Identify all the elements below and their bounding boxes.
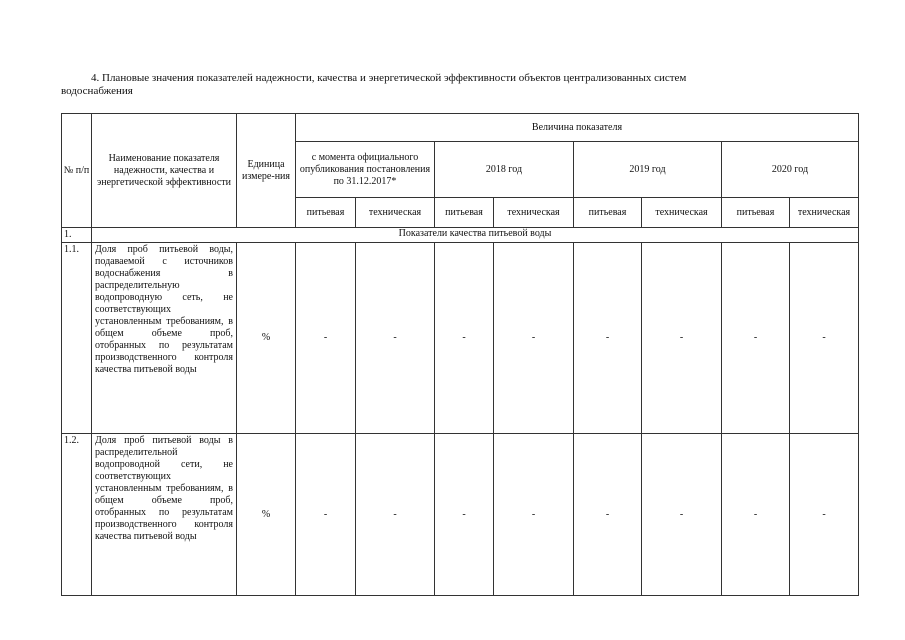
table-row bbox=[62, 243, 859, 434]
subcol-technical: техническая bbox=[790, 198, 859, 228]
col-header-num: № п/п bbox=[62, 114, 92, 228]
value-cell: - bbox=[435, 434, 494, 596]
subcol-drinking: питьевая bbox=[722, 198, 790, 228]
col-header-name: Наименование показателя надежности, качества и энергетической эффективности bbox=[92, 114, 237, 228]
value-cell: - bbox=[790, 434, 859, 596]
subcol-drinking: питьевая bbox=[435, 198, 494, 228]
value-cell: - bbox=[494, 434, 574, 596]
value-cell: - bbox=[435, 243, 494, 434]
col-header-value-group: Величина показателя bbox=[296, 114, 859, 142]
document-heading bbox=[61, 72, 841, 98]
value-cell: - bbox=[722, 434, 790, 596]
period-header-2020: 2020 год bbox=[722, 142, 859, 198]
section-num: 1. bbox=[62, 228, 92, 243]
subcol-technical: техническая bbox=[494, 198, 574, 228]
value-cell: - bbox=[356, 243, 435, 434]
value-cell: - bbox=[574, 434, 642, 596]
heading-line-2: водоснабжения bbox=[61, 85, 133, 97]
period-header-2019: 2019 год bbox=[574, 142, 722, 198]
value-cell: - bbox=[790, 243, 859, 434]
value-cell: - bbox=[296, 243, 356, 434]
section-row bbox=[62, 228, 859, 243]
heading-line-1: 4. Плановые значения показателей надежности, качества и энергетической эффективности объектов централизованных систем bbox=[91, 72, 687, 84]
value-cell: - bbox=[722, 243, 790, 434]
value-cell: - bbox=[574, 243, 642, 434]
unit-cell: % bbox=[237, 434, 296, 596]
period-header-2018: 2018 год bbox=[435, 142, 574, 198]
row-num: 1.2. bbox=[62, 434, 92, 596]
value-cell: - bbox=[642, 243, 722, 434]
period-header-initial: с момента официального опубликования постановления по 31.12.2017* bbox=[296, 142, 435, 198]
section-title: Показатели качества питьевой воды bbox=[92, 228, 859, 243]
indicators-table bbox=[61, 113, 859, 596]
value-cell: - bbox=[296, 434, 356, 596]
value-cell: - bbox=[642, 434, 722, 596]
subcol-technical: техническая bbox=[642, 198, 722, 228]
row-num: 1.1. bbox=[62, 243, 92, 434]
unit-cell: % bbox=[237, 243, 296, 434]
subcol-technical: техническая bbox=[356, 198, 435, 228]
value-cell: - bbox=[356, 434, 435, 596]
indicator-name: Доля проб питьевой воды, подаваемой с источников водоснабжения в распределительную водопроводную сеть, не соответствующих установленным требованиям, в общем объеме проб, отобранных по результатам производственного контроля качества питьевой воды bbox=[92, 243, 237, 434]
subcol-drinking: питьевая bbox=[296, 198, 356, 228]
col-header-unit: Единица измере-ния bbox=[237, 114, 296, 228]
value-cell: - bbox=[494, 243, 574, 434]
table-row bbox=[62, 434, 859, 596]
indicator-name: Доля проб питьевой воды в распределительной водопроводной сети, не соответствующих установленным требованиям, в общем объеме проб, отобранных по результатам производственного контроля качества питьевой воды bbox=[92, 434, 237, 596]
subcol-drinking: питьевая bbox=[574, 198, 642, 228]
